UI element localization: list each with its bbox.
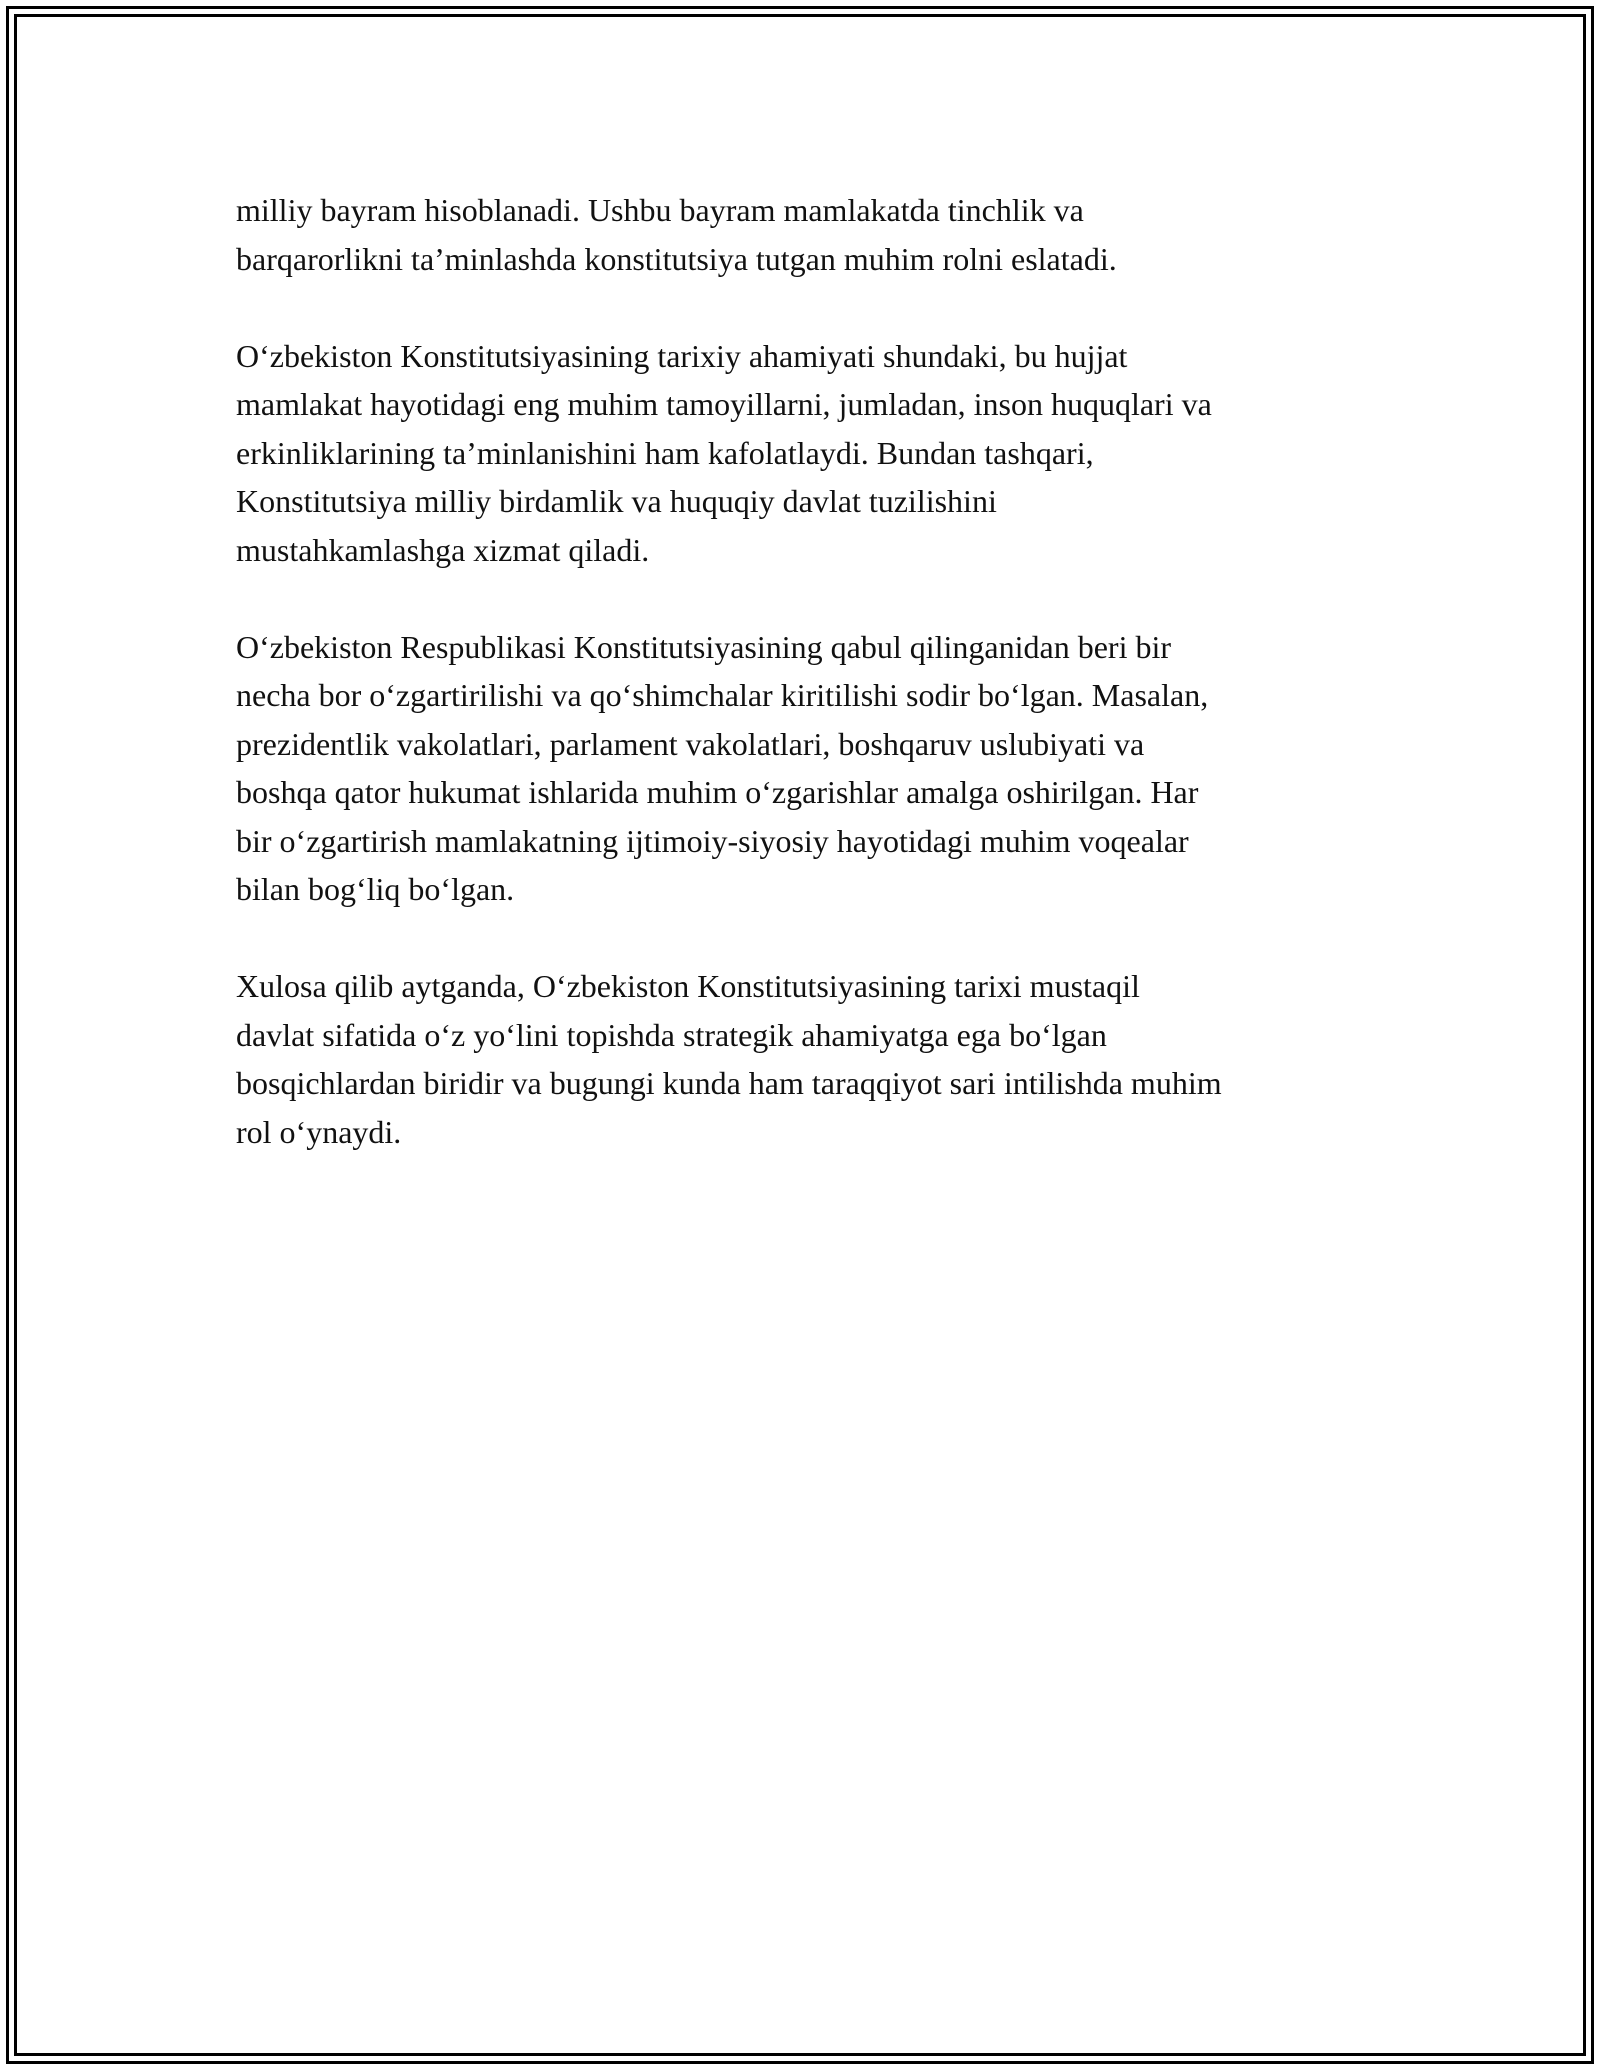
paragraph-1: milliy bayram hisoblanadi. Ushbu bayram mamlakatda tinchlik va barqarorlikni ta’minlashda konstitutsiya tutgan muhim rolni eslatadi. bbox=[236, 192, 1117, 277]
document-body bbox=[236, 186, 1396, 1205]
paragraph-2: O‘zbekiston Konstitutsiyasining tarixiy ahamiyati shundaki, bu hujjat mamlakat hayotidagi eng muhim tamoyillarni, jumladan, inson huquqlari va erkinliklarining ta’minlanishini ham kafolatlaydi. Bundan tashqari, Konstitutsiya milliy birdamlik va huquqiy davlat tuzilishini mustahkamlashga xizmat qiladi. bbox=[236, 337, 1212, 568]
paragraph-3: O‘zbekiston Respublikasi Konstitutsiyasining qabul qilinganidan beri bir necha bor o‘zgartirilishi va qo‘shimchalar kiritilishi sodir bo‘lgan. Masalan, prezidentlik vakolatlari, parlament vakolatlari, boshqaruv uslubiyati va boshqa qator hukumat ishlarida muhim o‘zgarishlar amalga oshirilgan. Har bir o‘zgartirish mamlakatning ijtimoiy-siyosiy hayotidagi muhim voqealar bilan bog‘liq bo‘lgan. bbox=[236, 628, 1209, 907]
paragraph-4: Xulosa qilib aytganda, O‘zbekiston Konstitutsiyasining tarixi mustaqil davlat sifatida o‘z yo‘lini topishda strategik ahamiyatga ega bo‘lgan bosqichlardan biridir va bugungi kunda ham taraqqiyot sari intilishda muhim rol o‘ynaydi. bbox=[236, 968, 1222, 1150]
